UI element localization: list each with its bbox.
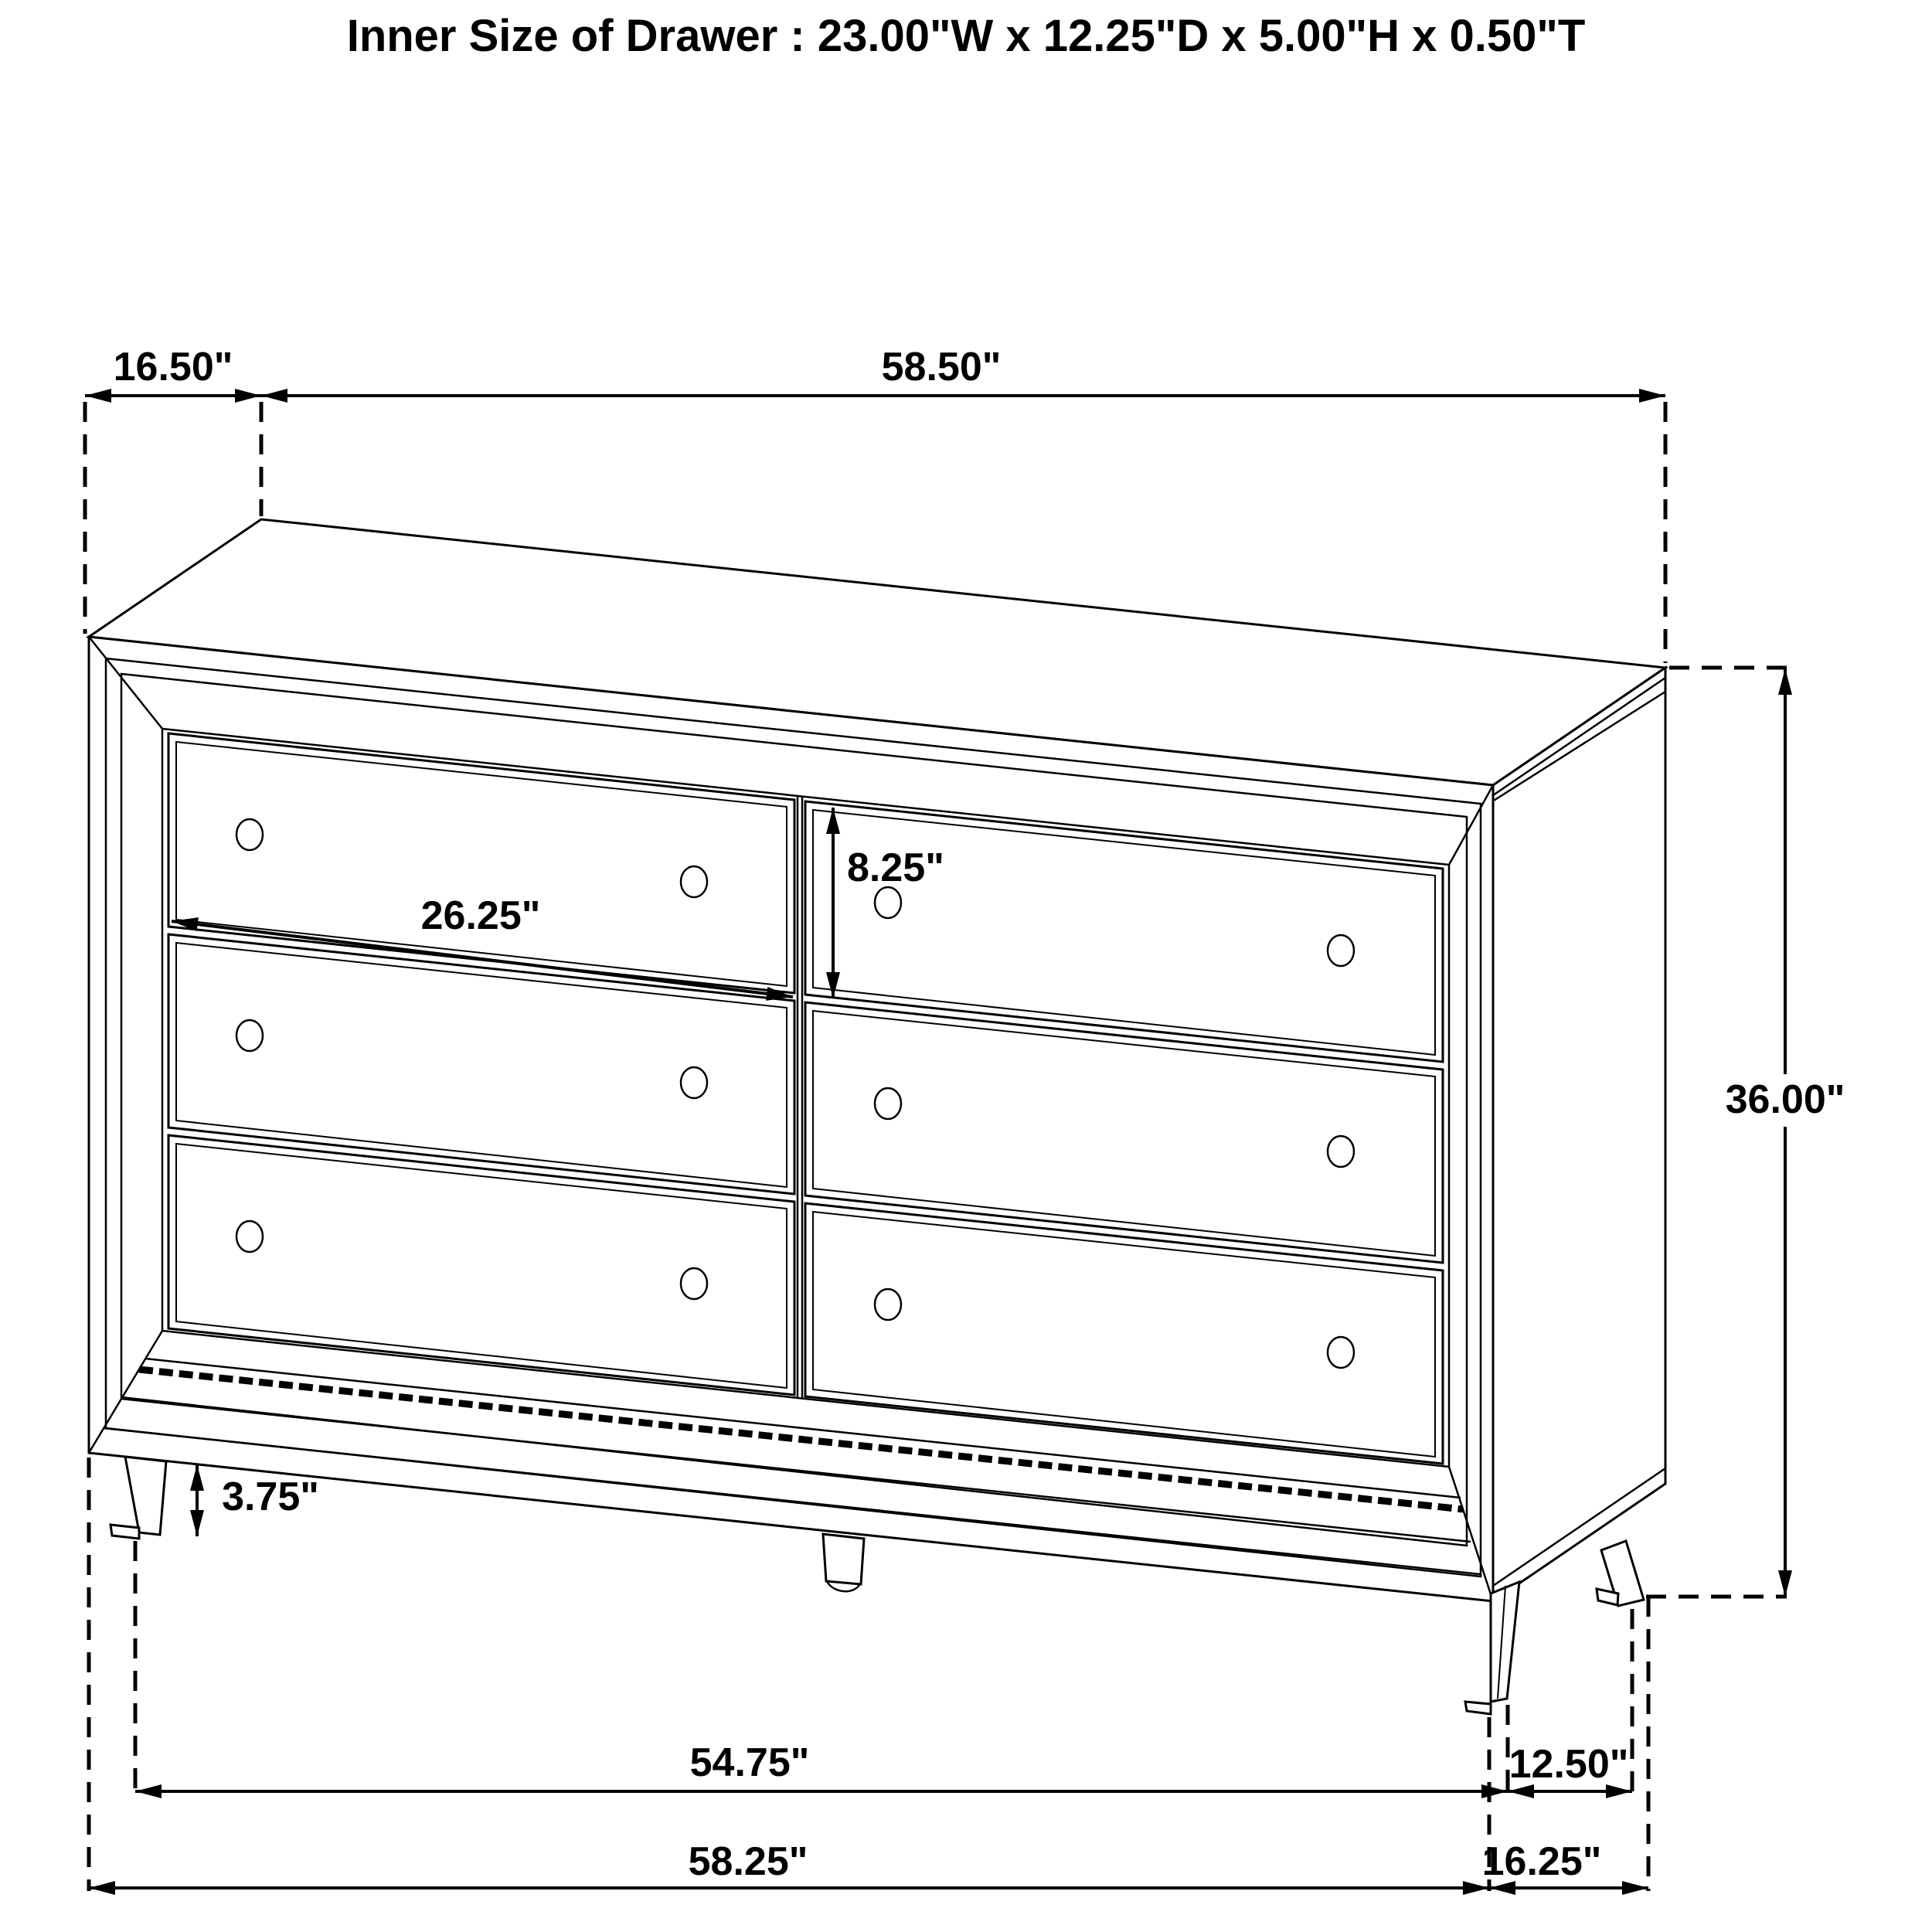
front-right-leg xyxy=(1465,1582,1519,1714)
dresser-drawing xyxy=(89,519,1665,1714)
label-side-leg-span: 12.50" xyxy=(1509,1742,1629,1787)
label-overall-width: 58.50" xyxy=(881,345,1002,389)
center-leg xyxy=(823,1534,864,1591)
drawer-knob xyxy=(236,1020,263,1051)
label-front-leg-span: 54.75" xyxy=(689,1740,810,1785)
side-face xyxy=(1493,668,1665,1601)
label-top-depth: 16.50" xyxy=(113,345,233,389)
label-base-overall-width: 58.25" xyxy=(688,1839,808,1884)
label-drawer-front-width: 26.25" xyxy=(420,893,541,938)
drawer-knob xyxy=(875,887,901,918)
back-right-leg xyxy=(1597,1541,1644,1606)
front-left-leg xyxy=(111,1457,166,1539)
drawer-knob xyxy=(1328,935,1354,966)
front-right-leg-foot xyxy=(1465,1702,1491,1714)
diagram-title: Inner Size of Drawer : 23.00"W x 12.25"D x 5.00"H x 0.50"T xyxy=(346,11,1586,61)
drawer-knob xyxy=(875,1088,901,1119)
drawer-knob xyxy=(236,819,263,850)
label-base-overall-depth: 16.25" xyxy=(1481,1839,1602,1884)
drawer-knob xyxy=(681,866,707,897)
front-left-leg-foot xyxy=(111,1525,139,1539)
drawer-knob xyxy=(681,1067,707,1098)
drawer-knob xyxy=(1328,1337,1354,1368)
label-leg-height: 3.75" xyxy=(222,1475,319,1519)
drawer-knob xyxy=(681,1268,707,1299)
drawer-knob xyxy=(236,1221,263,1252)
label-overall-height: 36.00" xyxy=(1725,1077,1845,1122)
drawer-knob xyxy=(1328,1136,1354,1167)
drawer-knob xyxy=(875,1289,901,1320)
label-drawer-front-height: 8.25" xyxy=(847,845,944,890)
